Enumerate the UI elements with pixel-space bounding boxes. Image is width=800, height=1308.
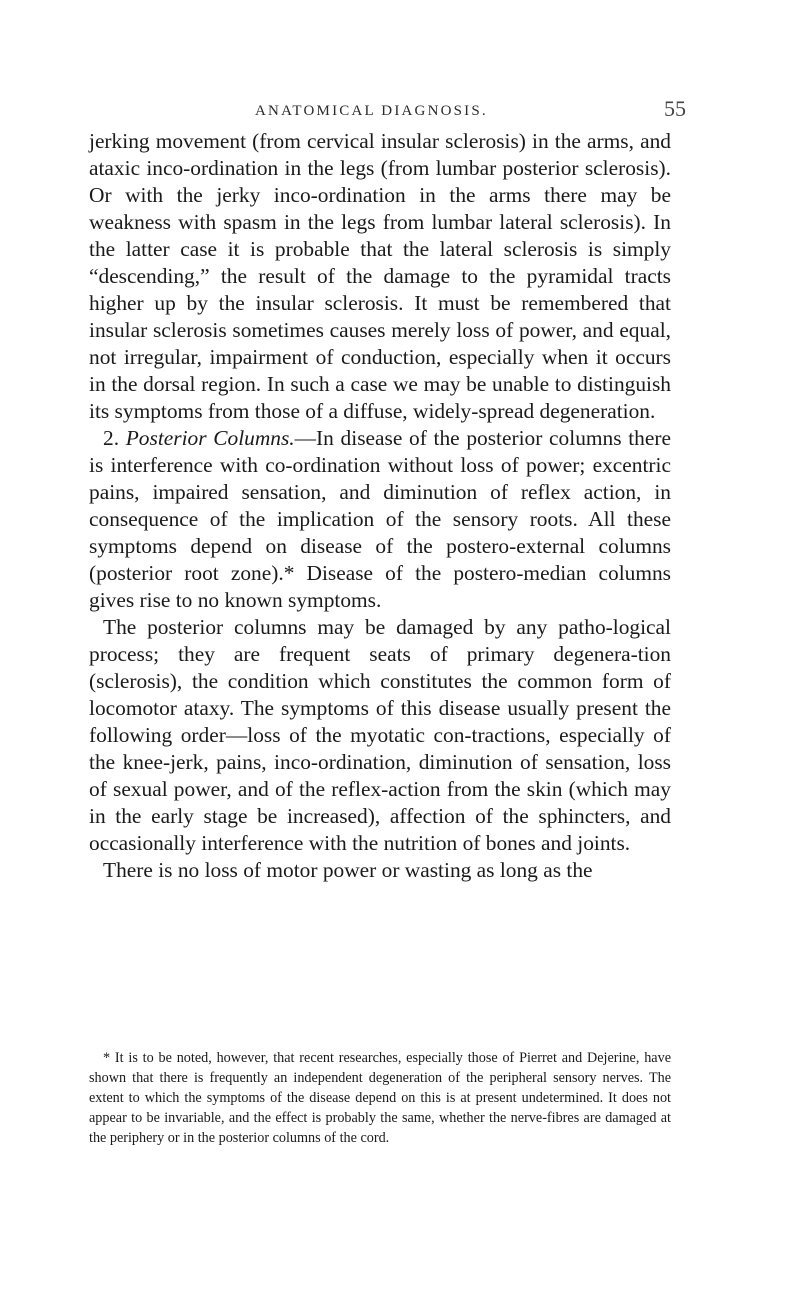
paragraph-posterior-columns	[89, 425, 671, 614]
main-text	[89, 128, 671, 884]
section-heading: Posterior Columns.	[125, 426, 295, 450]
paragraph-motor-power: There is no loss of motor power or wasting as long as the	[103, 858, 593, 882]
page-number: 55	[664, 96, 686, 121]
footnote	[89, 1048, 671, 1148]
running-title: ANATOMICAL DIAGNOSIS.	[255, 103, 488, 119]
section-number: 2.	[103, 426, 120, 450]
paragraph-locomotor-ataxy: The posterior columns may be damaged by any patho-logical process; they are frequent seats of primary degenera-tion (sclerosis), the condition which constitutes the common form of locomotor ataxy. The symptoms of this disease usually present the following order—loss of the myotatic con-tractions, especially of the knee-jerk, pains, inco-ordination, diminution of sensation, loss of sexual power, and of the reflex-action from the skin (which may in the early stage be increased), affection of the sphincters, and occasionally interference with the nutrition of bones and joints.	[89, 615, 671, 855]
footnote-text: * It is to be noted, however, that recent researches, especially those of Pierret and Dejerine, have shown that there is frequently an independent degeneration of the peripheral sensory nerves. The extent to which the symptoms of the disease depend on this is at present undetermined. It does not appear to be invariable, and the effect is probably the same, whether the nerve-fibres are damaged at the periphery or in the posterior columns of the cord.	[89, 1050, 671, 1146]
section-text: —In disease of the posterior columns there is interference with co-ordination without loss of power; excentric pains, impaired sensation, and diminution of reflex action, in consequence of the implication of the sensory roots. All these symptoms depend on disease of the postero-external columns (posterior root zone).* Disease of the postero-median columns gives rise to no known symptoms.	[89, 426, 671, 612]
paragraph-continued: jerking movement (from cervical insular sclerosis) in the arms, and ataxic inco-ordination in the legs (from lumbar posterior sclerosis). Or with the jerky inco-ordination in the arms there may be weakness with spasm in the legs from lumbar lateral sclerosis). In the latter case it is probable that the lateral sclerosis is simply “descending,” the result of the damage to the pyramidal tracts higher up by the insular sclerosis. It must be remembered that insular sclerosis sometimes causes merely loss of power, and equal, not irregular, impairment of conduction, especially when it occurs in the dorsal region. In such a case we may be unable to distinguish its symptoms from those of a diffuse, widely-spread degeneration.	[89, 129, 671, 423]
